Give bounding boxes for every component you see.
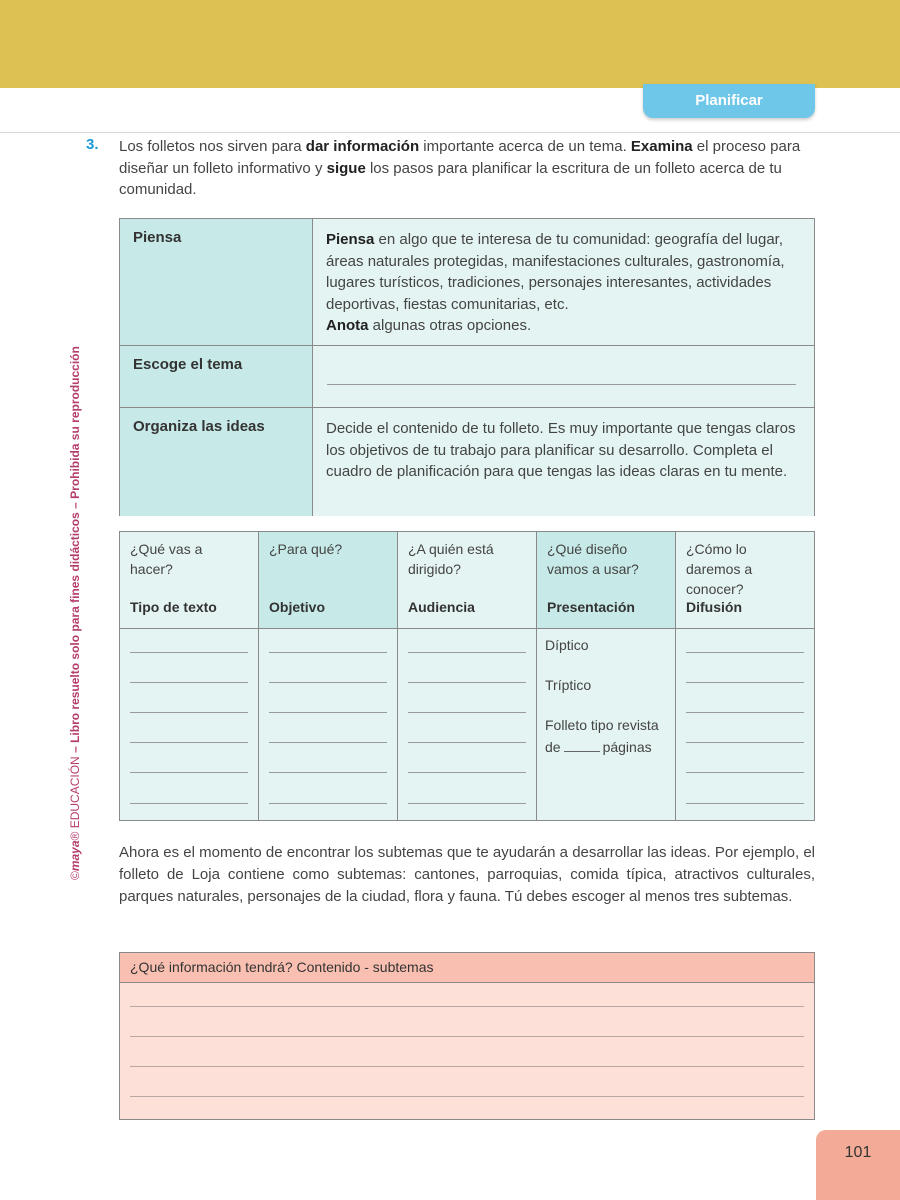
- answer-line[interactable]: [408, 682, 526, 683]
- intro-bold: sigue: [326, 159, 366, 177]
- answer-line[interactable]: [130, 1096, 804, 1097]
- answer-line[interactable]: [130, 803, 248, 804]
- answer-line[interactable]: [130, 742, 248, 743]
- column-header: [398, 532, 536, 629]
- answer-line[interactable]: [130, 772, 248, 773]
- answer-line[interactable]: [686, 682, 804, 683]
- column-question: ¿Qué vas a hacer?: [130, 541, 203, 577]
- column-question: ¿Qué diseño vamos a usar?: [547, 541, 639, 577]
- answer-line[interactable]: [130, 712, 248, 713]
- column-header: [259, 532, 397, 629]
- intro-bold: dar información: [305, 138, 420, 155]
- step-text: algunas otras opciones.: [368, 317, 532, 334]
- option-pages: [545, 736, 652, 758]
- option-revista: Folleto tipo revista: [545, 717, 659, 733]
- exercise-intro: [119, 136, 815, 201]
- step-row-tema: [120, 345, 814, 408]
- answer-line[interactable]: [408, 742, 526, 743]
- column-question: ¿Para qué?: [269, 541, 343, 557]
- answer-line[interactable]: [686, 712, 804, 713]
- column-header: [537, 532, 675, 629]
- answer-line[interactable]: [130, 682, 248, 683]
- option-text: páginas: [602, 739, 652, 755]
- content-table-header: ¿Qué información tendrá? Contenido - subtemas: [120, 953, 814, 983]
- answer-line[interactable]: [130, 1066, 804, 1067]
- step-answer-area[interactable]: [313, 346, 814, 408]
- column-heading: Objetivo: [269, 599, 326, 615]
- step-label: Escoge el tema: [120, 346, 313, 408]
- step-label: Organiza las ideas: [120, 408, 313, 516]
- column-heading: Difusión: [686, 599, 742, 615]
- answer-line[interactable]: [130, 1036, 804, 1037]
- step-row-piensa: [120, 219, 814, 345]
- brand-name: maya: [68, 840, 82, 872]
- answer-line[interactable]: [130, 1006, 804, 1007]
- intro-bold: Examina: [630, 138, 693, 155]
- top-color-bar: [0, 0, 900, 88]
- copyright-symbol: ©: [68, 871, 82, 880]
- step-row-organiza: [120, 407, 814, 516]
- answer-line[interactable]: [269, 772, 387, 773]
- column-audiencia: [398, 532, 537, 820]
- answer-line[interactable]: [408, 712, 526, 713]
- column-presentacion: [537, 532, 676, 820]
- answer-line[interactable]: [686, 652, 804, 653]
- column-question: ¿A quién está dirigido?: [408, 541, 494, 577]
- answer-line[interactable]: [408, 772, 526, 773]
- answer-line[interactable]: [269, 712, 387, 713]
- answer-line[interactable]: [686, 772, 804, 773]
- brand-tail: ® EDUCACIÓN: [68, 756, 82, 841]
- answer-line[interactable]: [269, 803, 387, 804]
- answer-line[interactable]: [269, 682, 387, 683]
- column-objetivo: [259, 532, 398, 820]
- answer-line[interactable]: [327, 384, 796, 385]
- column-header: [120, 532, 258, 629]
- answer-line[interactable]: [408, 803, 526, 804]
- exercise-number: 3.: [86, 136, 99, 153]
- sidebar-copyright-text: [68, 320, 82, 880]
- notice-end: Prohibida su reproducción: [68, 346, 82, 499]
- section-tab[interactable]: Planificar: [643, 84, 815, 118]
- answer-line[interactable]: [408, 652, 526, 653]
- subtopics-paragraph: Ahora es el momento de encontrar los subtemas que te ayudarán a desarrollar las ideas. Por ejemplo, el folleto de Loja contiene como subtemas: cantones, parroquias, comida típica, atractivos culturales, parques naturales, personajes de la ciudad, flora y fauna. Tú debes escoger al menos tres subtemas.: [119, 844, 815, 905]
- step-bold: Piensa: [326, 231, 375, 248]
- step-label: Piensa: [120, 219, 313, 345]
- page-number: 101: [816, 1130, 900, 1200]
- answer-line[interactable]: [686, 803, 804, 804]
- planning-table: [119, 531, 815, 821]
- content-table: [119, 952, 815, 1120]
- step-description: Decide el contenido de tu folleto. Es muy importante que tengas claros los objetivos de tu trabajo para planificar su desarrollo. Completa el cuadro de planificación para que tengas las ideas claras en tu mente.: [313, 408, 814, 516]
- option-diptico: Díptico: [545, 637, 589, 653]
- step-bold: Anota: [326, 317, 369, 334]
- answer-line[interactable]: [269, 742, 387, 743]
- column-difusion: [676, 532, 814, 820]
- column-header: [676, 532, 814, 629]
- steps-table: [119, 218, 815, 516]
- step-description: [313, 219, 814, 345]
- column-heading: Audiencia: [408, 599, 475, 615]
- column-tipo: [120, 532, 259, 820]
- column-question: ¿Cómo lo daremos a conocer?: [686, 541, 753, 597]
- column-heading: Presentación: [547, 599, 635, 615]
- option-triptico: Tríptico: [545, 677, 592, 693]
- intro-part: Los folletos nos sirven para: [119, 138, 306, 155]
- answer-line[interactable]: [130, 652, 248, 653]
- intro-part: los pasos para planificar la escritura de un folleto acerca de tu comunidad.: [119, 159, 782, 198]
- intro-part: importante acerca de un tema.: [419, 138, 631, 155]
- option-text: de: [545, 739, 561, 755]
- header-divider: [0, 132, 900, 133]
- step-text: en algo que te interesa de tu comunidad: geografía del lugar, áreas naturales protegidas, manifestaciones culturales, gastronomía, lugares turísticos, tradiciones, personajes interesantes, actividades deportivas, fiestas comunitarias, etc.: [326, 231, 785, 313]
- pages-blank[interactable]: [564, 739, 600, 752]
- answer-line[interactable]: [269, 652, 387, 653]
- intro-part: el proceso para diseñar un folleto informativo y: [119, 138, 801, 177]
- column-heading: Tipo de texto: [130, 599, 217, 615]
- answer-line[interactable]: [686, 742, 804, 743]
- notice-middle: – Libro resuelto solo para fines didácticos –: [68, 498, 82, 757]
